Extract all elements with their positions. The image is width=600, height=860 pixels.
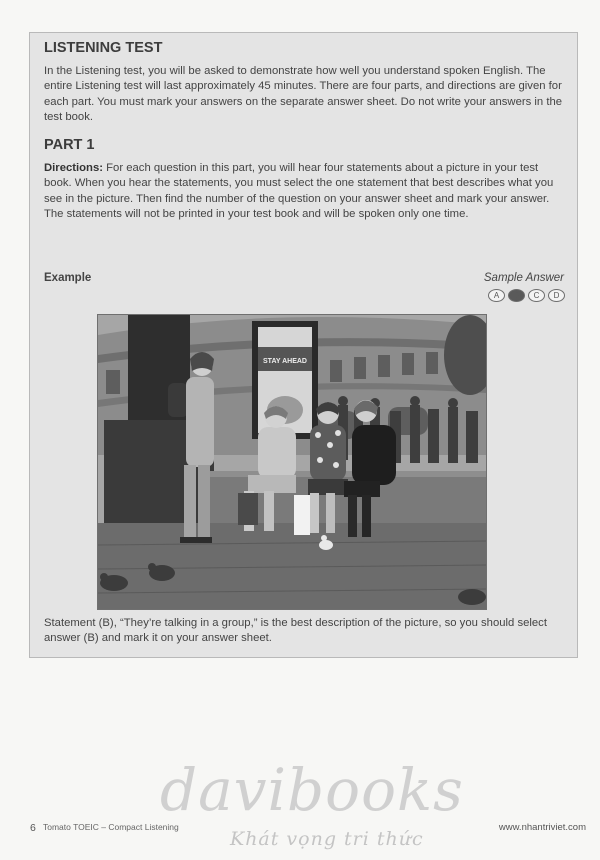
example-label: Example xyxy=(44,272,92,284)
example-explanation: Statement (B), “They’re talking in a group,” is the best description of the picture, so you should select answer (B) and mark it on your answer sheet. xyxy=(44,617,547,645)
sample-answer-label: Sample Answer xyxy=(483,272,564,284)
part-directions xyxy=(44,161,568,223)
page-number: 6 xyxy=(30,822,36,834)
listening-test-panel xyxy=(29,32,578,658)
section-title: LISTENING TEST xyxy=(44,40,163,56)
directions-text: For each question in this part, you will hear four statements about a picture in your test book. When you hear the statements, you must select the one statement that best describes what you see in the picture. Then find the number of the question on your answer sheet and mark your answer. The statements will not be printed in your test book and will be spoken only one time. xyxy=(44,162,554,221)
book-title: Tomato TOEIC – Compact Listening xyxy=(43,822,179,832)
answer-bubble-d: D xyxy=(548,289,565,302)
answer-bubble-a: A xyxy=(488,289,505,302)
directions-label: Directions: xyxy=(44,162,104,174)
part-title: PART 1 xyxy=(44,137,95,153)
photo-sign-text: STAY AHEAD xyxy=(263,358,307,365)
watermark-logo: davibooks xyxy=(160,756,464,824)
answer-bubble-b-filled: B xyxy=(508,289,525,302)
example-photo xyxy=(97,314,487,610)
section-intro: In the Listening test, you will be asked to demonstrate how well you understand spoken English. The entire Listening test will last approximately 45 minutes. There are four parts, and directions are given for each part. You must mark your answers on the separate answer sheet. Do not write your answers in the test book. xyxy=(44,65,563,124)
answer-bubble-c: C xyxy=(528,289,545,302)
answer-bubbles xyxy=(488,289,565,302)
website: www.nhantriviet.com xyxy=(498,822,586,833)
watermark-slogan: Khát vọng tri thức xyxy=(230,828,424,850)
